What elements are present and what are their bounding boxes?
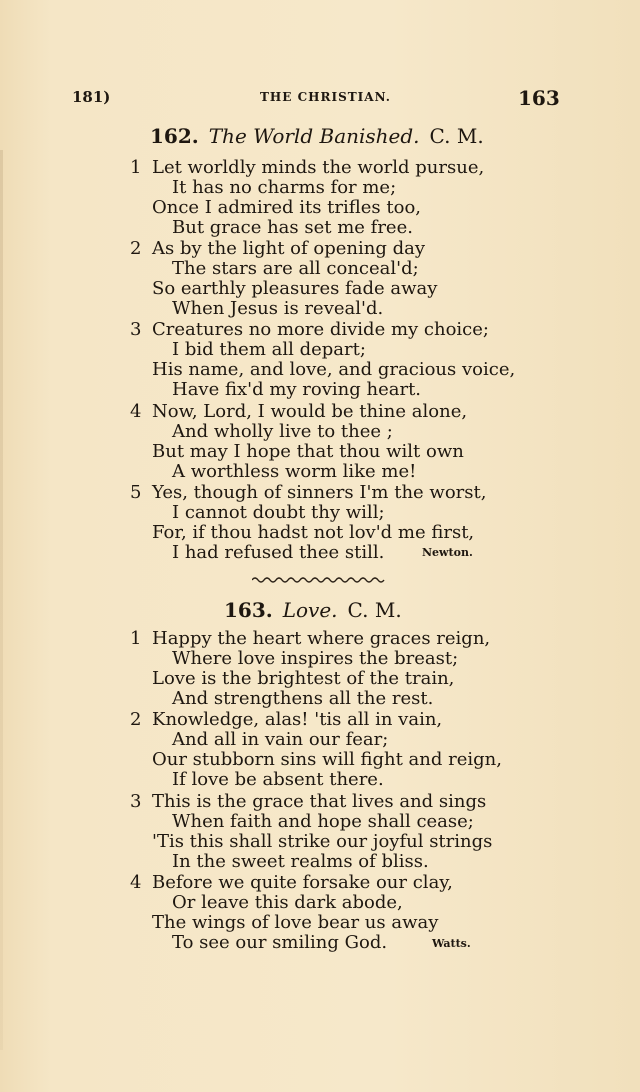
verse-line: Once I admired its trifles too, [152, 197, 422, 218]
verse-line: Or leave this dark abode, [172, 892, 403, 913]
verse-line: This is the grace that lives and sings [152, 791, 487, 812]
page-number: 163 [518, 86, 560, 110]
verse-number: 2 [130, 709, 142, 730]
verse-line: But grace has set me free. [172, 217, 413, 238]
verse-line: And strengthens all the rest. [172, 688, 434, 709]
hymn-author: Newton. [422, 546, 473, 559]
verse-line: Happy the heart where graces reign, [152, 628, 491, 649]
verse-line: When faith and hope shall cease; [172, 811, 474, 832]
verse-line: It has no charms for me; [172, 177, 397, 198]
hymn-number: 163. [224, 598, 273, 622]
verse-line: Let worldly minds the world pursue, [152, 157, 485, 178]
verse-number: 1 [130, 628, 142, 649]
verse-line: 'Tis this shall strike our joyful strings [152, 831, 493, 852]
verse-line: Knowledge, alas! 'tis all in vain, [152, 709, 443, 730]
hymn-meter: C. M. [347, 598, 402, 622]
verse-line: Our stubborn sins will fight and reign, [152, 749, 502, 770]
verse-number: 1 [130, 157, 142, 178]
verse-line: Where love inspires the breast; [172, 648, 459, 669]
hymn-author: Watts. [432, 937, 471, 950]
verse-line: The wings of love bear us away [152, 912, 439, 933]
verse-number: 2 [130, 238, 142, 259]
verse-line: If love be absent there. [172, 769, 384, 790]
verse-line: Now, Lord, I would be thine alone, [152, 401, 468, 422]
verse-line: And all in vain our fear; [172, 729, 389, 750]
hymn-name: Love. [282, 598, 338, 622]
verse-line: In the sweet realms of bliss. [172, 851, 429, 872]
verse-line: When Jesus is reveal'd. [172, 298, 384, 319]
verse-number: 4 [130, 401, 142, 422]
signature-mark: 181) [72, 88, 111, 106]
verse-line: To see our smiling God. [172, 932, 388, 953]
hymn-title [150, 124, 484, 148]
verse-line: And wholly live to thee ; [172, 421, 393, 442]
verse-line: The stars are all conceal'd; [172, 258, 419, 279]
verse-line: Have fix'd my roving heart. [172, 379, 422, 400]
wavy-divider-ornament [252, 576, 386, 584]
verse-line: Before we quite forsake our clay, [152, 872, 453, 893]
verse-number: 4 [130, 872, 142, 893]
verse-line: Love is the brightest of the train, [152, 668, 455, 689]
hymn-number: 162. [150, 124, 199, 148]
verse-line: I bid them all depart; [172, 339, 366, 360]
verse-line: But may I hope that thou wilt own [152, 441, 464, 462]
verse-number: 3 [130, 319, 142, 340]
hymn-title [224, 598, 402, 622]
verse-line: Creatures no more divide my choice; [152, 319, 489, 340]
verse-line: His name, and love, and gracious voice, [152, 359, 516, 380]
hymn-meter: C. M. [429, 124, 484, 148]
verse-line: As by the light of opening day [152, 238, 425, 259]
verse-line: So earthly pleasures fade away [152, 278, 438, 299]
hymn-name: The World Banished. [208, 124, 420, 148]
verse-number: 5 [130, 482, 142, 503]
page-edge-shadow [0, 150, 3, 1050]
verse-line: Yes, though of sinners I'm the worst, [152, 482, 487, 503]
verse-line: I cannot doubt thy will; [172, 502, 385, 523]
verse-line: I had refused thee still. [172, 542, 385, 563]
running-title: THE CHRISTIAN. [260, 90, 391, 104]
verse-line: A worthless worm like me! [172, 461, 417, 482]
verse-number: 3 [130, 791, 142, 812]
running-header [0, 86, 640, 112]
verse-line: For, if thou hadst not lov'd me first, [152, 522, 475, 543]
